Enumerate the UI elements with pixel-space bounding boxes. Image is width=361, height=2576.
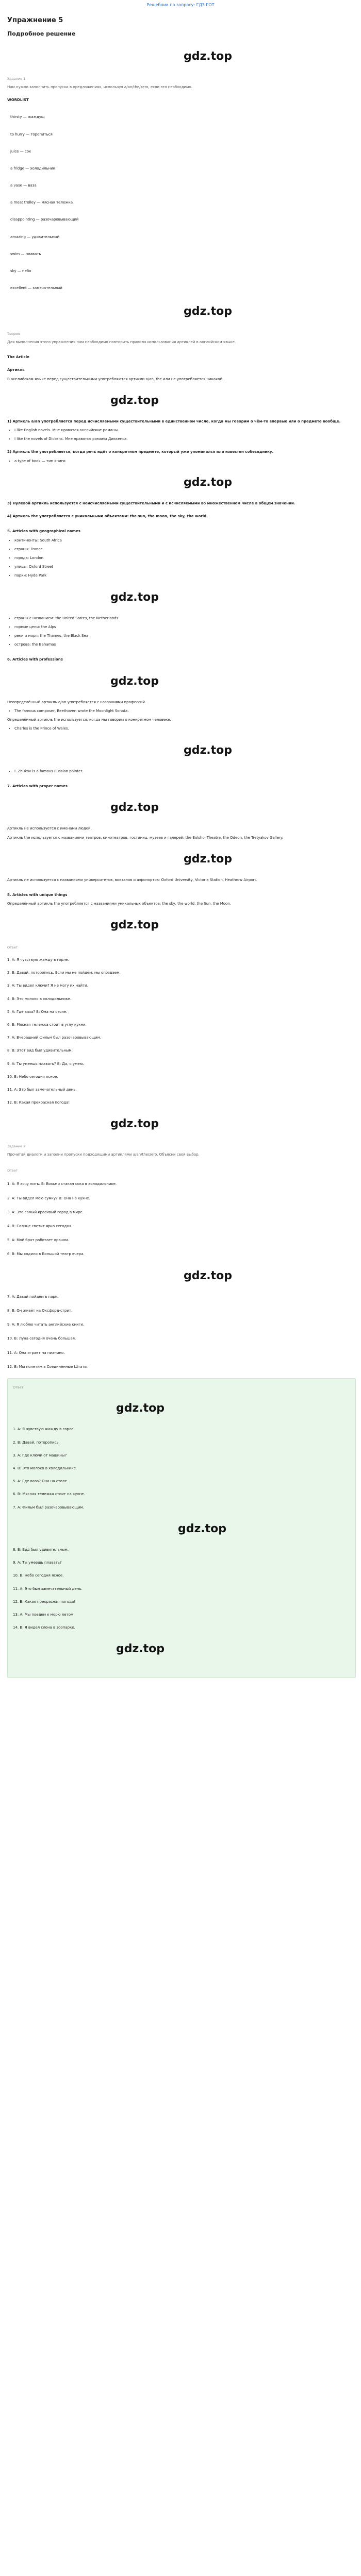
theory-rule: 1) Артикль a/an употребляется перед исчисляемыми существительными в единственном числе, когда мы говорим о чём-то впервые или о предмете вообще. [7, 419, 341, 423]
task-text: Прочитай диалоги и заполни пропуски подходящими артиклями a/an/the/zero. Объясни свой выбор. [7, 1152, 200, 1157]
answer-box [7, 1378, 356, 1679]
list-item: 9. A: Я люблю читать английские книги. [7, 1323, 85, 1327]
list-item: 2. B: Давай, поторопись. Если мы не пойдём, мы опоздаем. [7, 971, 121, 975]
list-item: sky — небо [10, 269, 31, 274]
top-banner-link[interactable]: Решебник по запросу: ГДЗ ГОТ [146, 3, 215, 7]
list-item: 4. B: Это молоко в холодильнике. [7, 996, 72, 1001]
wordlist-title: WORDLIST [7, 98, 29, 103]
list-item: • города: London [14, 555, 356, 561]
theory-subtitle: Артикль [7, 368, 25, 372]
list-item: 8. B: Вид был удивительным. [13, 1547, 69, 1552]
main-content [0, 15, 361, 1678]
example-list [7, 459, 356, 464]
list-item: 4. B: Это молоко в холодильнике. [13, 1466, 77, 1471]
list-item: • I. Zhukov is a famous Russian painter. [14, 769, 356, 774]
geo-the-list [7, 616, 356, 648]
list-item: 13. A: Мы поедем к морю летом. [13, 1612, 75, 1617]
list-item: 7. A: Вчерашний фильм был разочаровывающим. [7, 1036, 102, 1040]
watermark: gdz.top [110, 394, 159, 407]
solution-title: Подробное решение [7, 30, 76, 37]
list-item: 10. B: Луна сегодня очень большая. [7, 1336, 76, 1341]
section-label: Ответ [13, 1385, 24, 1389]
list-item: • реки и моря: the Thames, the Black Sea [14, 633, 356, 639]
watermark: gdz.top [183, 1269, 232, 1282]
list-item: 6. B: Мясная тележка стоит на кухне. [13, 1492, 85, 1497]
answer-list [13, 1547, 350, 1631]
list-item: 10. B: Небо сегодня ясное. [7, 1074, 58, 1079]
theory-paragraph: Неопределённый артикль a/an употребляется с названиями профессий. [7, 700, 146, 704]
list-item: amazing — удивительный [10, 234, 60, 239]
watermark: gdz.top [183, 50, 232, 63]
theory-rule: 4) Артикль the употребляется с уникальными объектами: the sun, the moon, the sky, the world. [7, 514, 208, 519]
list-item: • страны с названием: the United States, the Netherlands [14, 616, 356, 621]
list-item: 5. A: Где ваза? B: Она на столе. [7, 1009, 68, 1014]
list-item: 2. A: Ты видел мою сумку? B: Она на кухне. [7, 1196, 90, 1200]
theory-paragraph: Определённый артикль the используется, когда мы говорим о конкретном человеке. [7, 718, 171, 722]
section-label: Теория [7, 331, 20, 336]
geo-title: 5. Articles with geographical names [7, 529, 80, 534]
unique-title: 8. Articles with unique things [7, 893, 68, 897]
list-item: • Charles is the Prince of Wales. [14, 726, 356, 732]
list-item: • a type of book — тип книги [14, 459, 356, 464]
list-item: excellent — замечательный [10, 286, 62, 291]
answer-list [13, 1427, 350, 1510]
theory-intro: Для выполнения этого упражнения нам необходимо повторить правила использования артиклей в английском языке. [7, 340, 236, 344]
list-item: disappointing — разочаровывающий [10, 217, 79, 222]
list-item: • страны: France [14, 547, 356, 552]
section-label: Ответ [7, 1168, 18, 1173]
example-list [7, 428, 356, 442]
list-item: 7. A: Давай пойдём в парк. [7, 1294, 59, 1299]
theory-paragraph: Артикль не используется с названиями университетов, вокзалов и аэропортов: Oxford University, Victoria Station, Heathrow Airport. [7, 877, 257, 882]
theory-paragraph: Определённый артикль the употребляется с названиями уникальных объектов: the sky, the world, the Sun, the Moon. [7, 902, 231, 906]
list-item: 12. B: Мы полетим в Соединённые Штаты. [7, 1364, 89, 1369]
watermark: gdz.top [183, 476, 232, 489]
list-item: 3. A: Где ключи от машины? [13, 1453, 67, 1458]
list-item: 9. A: Ты умеешь плавать? [13, 1561, 62, 1565]
list-item: 3. A: Это самый красивый город в мире. [7, 1210, 84, 1214]
watermark: gdz.top [110, 801, 159, 815]
answer-list [7, 1294, 356, 1370]
example-list [7, 708, 356, 714]
theory-paragraph: Артикль не используется с именами людей. [7, 826, 92, 831]
section-label: Задание 1 [7, 76, 26, 81]
watermark: gdz.top [177, 1522, 226, 1535]
section-label: Задание 2 [7, 1144, 26, 1148]
list-item: thirsty — жаждущ [10, 115, 45, 120]
list-item: 5. A: Где ваза? Она на столе. [13, 1479, 69, 1484]
watermark: gdz.top [183, 852, 232, 866]
list-item: 1. A: Я хочу пить. B: Возьми стакан сока в холодильнике. [7, 1182, 117, 1187]
list-item: 5. A: Мой брат работает врачом. [7, 1238, 69, 1243]
list-item: • острова: the Bahamas [14, 642, 356, 648]
exercise-title: Упражнение 5 [7, 16, 63, 24]
answer-list [7, 1181, 356, 1257]
list-item: 4. B: Солнце светит ярко сегодня. [7, 1224, 73, 1229]
watermark: gdz.top [183, 743, 232, 757]
watermark: gdz.top [110, 919, 159, 932]
prof-title: 6. Articles with professions [7, 657, 63, 662]
watermark: gdz.top [116, 1642, 165, 1656]
list-item: • I like the novels of Dickens. Мне нравятся романы Диккенса. [14, 436, 356, 442]
watermark: gdz.top [183, 305, 232, 318]
task-text: Нам нужно заполнить пропуски в предложениях, используя a/an/the/zero, если это необходимо. [7, 84, 192, 89]
list-item: 11. A: Это был замечательный день. [13, 1586, 83, 1591]
list-item: • континенты: South Africa [14, 538, 356, 544]
list-item: swim — плавать [10, 251, 41, 256]
list-item: 2. B: Давай, поторопись. [13, 1440, 60, 1445]
list-item: 9. A: Ты умеешь плавать? B: Да, я умею. [7, 1061, 84, 1066]
list-item: 3. A: Ты видел ключи? Я не могу их найти. [7, 984, 88, 988]
proper-title: 7. Articles with proper names [7, 784, 68, 788]
geo-list [7, 538, 356, 579]
list-item: 12. B: Какая прекрасная погода! [7, 1100, 70, 1105]
list-item: 11. A: Это был замечательный день. [7, 1087, 77, 1092]
list-item: • улицы: Oxford Street [14, 564, 356, 570]
list-item: a vase — ваза [10, 183, 37, 188]
theory-title: The Article [7, 355, 29, 360]
answer-list [7, 957, 356, 1106]
section-label: Ответ [7, 945, 18, 950]
word-list [7, 114, 356, 291]
list-item: juice — сок [10, 149, 31, 154]
list-item: 12. B: Какая прекрасная погода! [13, 1599, 76, 1604]
list-item: • горные цепи: the Alps [14, 624, 356, 630]
list-item: 7. A: Фильм был разочаровывающим. [13, 1505, 84, 1510]
watermark: gdz.top [110, 590, 159, 604]
list-item: • I like English novels. Мне нравятся английские романы. [14, 428, 356, 433]
example-list [7, 726, 356, 732]
list-item: • The famous composer, Beethoven wrote the Moonlight Sonata. [14, 708, 356, 714]
list-item: 6. B: Мы ходили в Большой театр вчера. [7, 1252, 85, 1257]
list-item: 10. B: Небо сегодня ясное. [13, 1573, 64, 1578]
watermark: gdz.top [110, 674, 159, 688]
list-item: a meat trolley — мясная тележка [10, 200, 73, 205]
list-item: 1. A: Я чувствую жажду в горле. [7, 958, 69, 962]
watermark: gdz.top [110, 1117, 159, 1131]
theory-paragraph: Артикль the используется с названиями театров, кинотеатров, гостиниц, музеев и галерей: the Bolshoi Theatre, the Odeon, the Tretyakov Gallery. [7, 835, 284, 840]
theory-paragraph: В английском языке перед существительными употребляются артикли a/an, the или не употребляется никакой. [7, 377, 224, 381]
list-item: 14. B: Я видел слона в зоопарке. [13, 1625, 75, 1630]
theory-rule: 2) Артикль the употребляется, когда речь идёт о конкретном предмете, который уже упоминался или известен собеседнику. [7, 450, 274, 454]
watermark: gdz.top [116, 1402, 165, 1415]
list-item: 8. B: Он живёт на Оксфорд-стрит. [7, 1308, 73, 1313]
list-item: 1. A: Я чувствую жажду в горле. [13, 1427, 75, 1432]
theory-rule: 3) Нулевой артикль используется с неисчисляемыми существительными и с исчисляемыми во множественном числе в общем значении. [7, 501, 296, 506]
example-list [7, 769, 356, 774]
list-item: • парки: Hyde Park [14, 573, 356, 579]
list-item: to hurry — торопиться [10, 132, 53, 137]
list-item: 11. A: Она играет на пианино. [7, 1350, 65, 1355]
list-item: a fridge — холодильник [10, 166, 55, 171]
list-item: 6. B: Мясная тележка стоит в углу кухни. [7, 1023, 87, 1027]
list-item: 8. B: Этот вид был удивительным. [7, 1048, 73, 1053]
